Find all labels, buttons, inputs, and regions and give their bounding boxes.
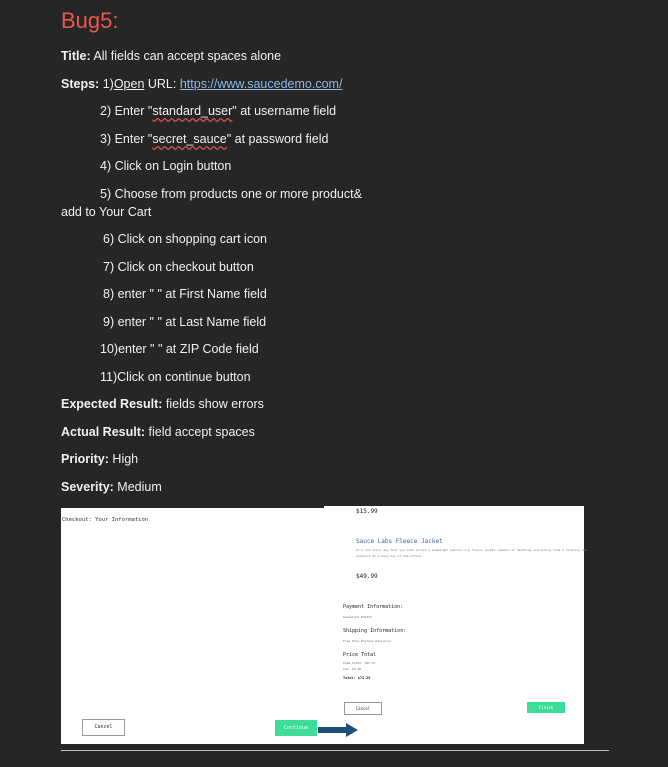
checkout-cancel-button[interactable] (82, 719, 125, 736)
screenshot-checkout-info (61, 508, 324, 744)
checkout-header: Checkout: Your Information (62, 517, 149, 523)
steps-label: Steps: (61, 77, 100, 91)
bug-heading: Bug5: (61, 8, 119, 33)
step1-prefix: 1) (102, 77, 114, 91)
step2-text-c: " at username field (232, 104, 337, 118)
overview-finish-button[interactable] (527, 702, 565, 713)
overview-cancel-button[interactable] (344, 702, 382, 715)
step-6: 6) Click on shopping cart icon (103, 232, 267, 246)
step-5-line-1: 5) Choose from products one or more product& (100, 187, 362, 201)
arrow-right-icon (318, 723, 358, 737)
actual-label: Actual Result: (61, 425, 146, 439)
priority-label: Priority: (61, 452, 109, 466)
priority-line (61, 451, 138, 467)
shipping-label: Shipping Information: (343, 628, 407, 634)
step-11: 11)Click on continue button (100, 370, 251, 384)
expected-value: fields show errors (165, 397, 264, 411)
overview-finish-label: Finish (538, 705, 554, 710)
payment-label: Payment Information: (343, 604, 404, 610)
step-10: 10)enter " " at ZIP Code field (100, 342, 259, 356)
bottom-divider (61, 750, 609, 751)
step2-username: standard_user (152, 104, 233, 118)
overview-item-desc-2: outdoors to a busy day at the office. (356, 554, 423, 558)
steps-line-1 (61, 76, 342, 92)
overview-item-desc-1: It's not every day that you come across a midweight quarter-zip fleece jacket capable of handling everything from a relaxing day (356, 548, 588, 552)
overview-price-top: $15.99 (356, 508, 378, 515)
checkout-continue-button[interactable] (275, 720, 317, 736)
expected-line (61, 396, 264, 412)
step-7: 7) Click on checkout button (103, 260, 254, 274)
step-9: 9) enter " " at Last Name field (103, 315, 267, 329)
total-value: Total: $71.25 (343, 676, 371, 680)
title-value: All fields can accept spaces alone (93, 49, 282, 63)
step2-text-a: 2) Enter " (100, 104, 153, 118)
item-total: Item total: $65.97 (343, 661, 376, 665)
checkout-cancel-label: Cancel (94, 724, 113, 730)
actual-value: field accept spaces (148, 425, 255, 439)
overview-cancel-label: Cancel (355, 706, 371, 711)
step3-password: secret_sauce (152, 132, 227, 146)
actual-line (61, 424, 255, 440)
step3-text-a: 3) Enter " (100, 132, 153, 146)
step1-mid: URL: (144, 77, 180, 91)
step-2 (100, 103, 336, 119)
step3-text-c: " at password field (226, 132, 329, 146)
step-5-line-2: add to Your Cart (61, 205, 152, 219)
overview-item-price: $49.99 (356, 573, 378, 580)
screenshot-checkout-overview (324, 506, 588, 744)
severity-line (61, 479, 162, 495)
url-link[interactable]: https://www.saucedemo.com/ (179, 77, 343, 91)
priority-value: High (112, 452, 139, 466)
step-4: 4) Click on Login button (100, 159, 232, 173)
shipping-value: Free Pony Express Delivery! (343, 639, 392, 643)
tax-value: Tax: $5.28 (343, 667, 362, 671)
title-line (61, 48, 281, 64)
overview-item-name[interactable]: Sauce Labs Fleece Jacket (356, 538, 443, 545)
payment-value: SauceCard #31337 (343, 615, 372, 619)
severity-label: Severity: (61, 480, 114, 494)
step-8: 8) enter " " at First Name field (103, 287, 267, 301)
step-3 (100, 131, 328, 147)
severity-value: Medium (117, 480, 162, 494)
expected-label: Expected Result: (61, 397, 163, 411)
price-total-label: Price Total (343, 652, 377, 658)
title-label: Title: (61, 49, 91, 63)
step1-open: Open (113, 77, 145, 91)
checkout-continue-label: Continue (283, 725, 309, 731)
